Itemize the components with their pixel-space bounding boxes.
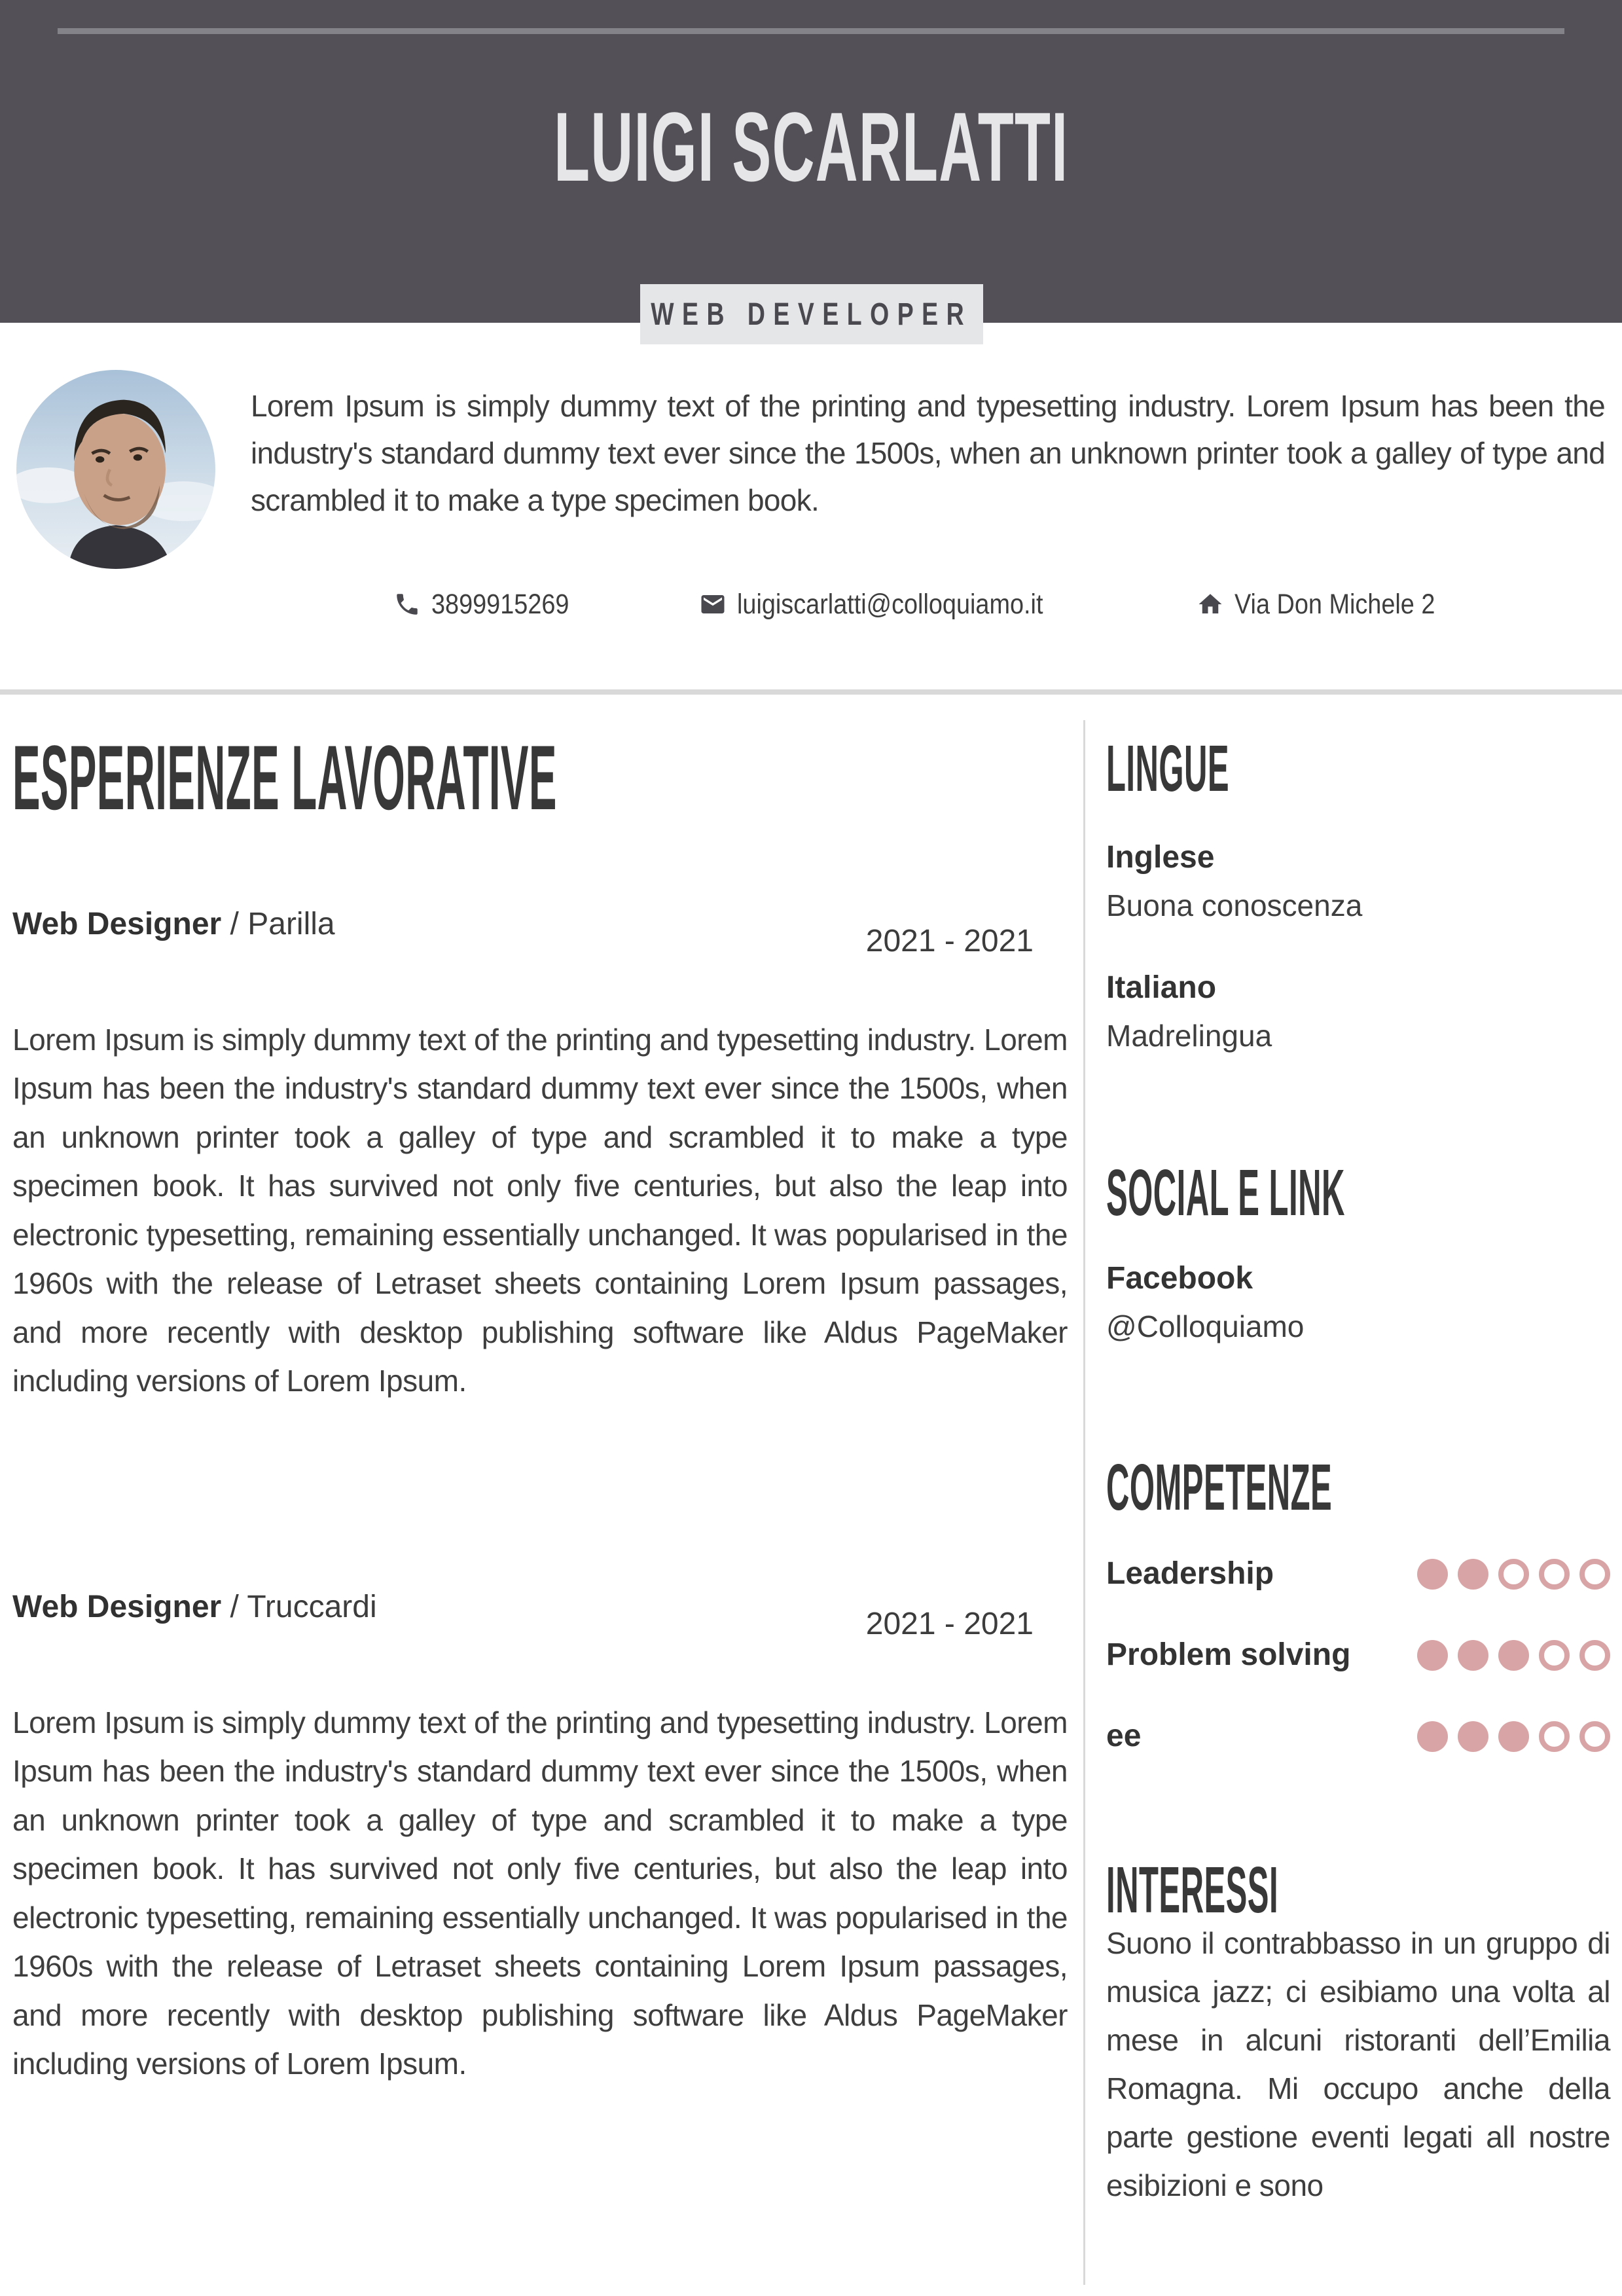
skill-dot-filled bbox=[1458, 1640, 1488, 1671]
job-title: Web Designer / Parilla bbox=[12, 907, 335, 941]
language-level: Buona conoscenza bbox=[1106, 888, 1363, 922]
page-title bbox=[0, 93, 1622, 201]
language-level: Madrelingua bbox=[1106, 1019, 1272, 1053]
social-handle: @Colloquiamo bbox=[1106, 1309, 1305, 1343]
language-item bbox=[1106, 969, 1610, 1055]
profile-photo-graphic bbox=[16, 370, 215, 569]
experience-column bbox=[12, 720, 1068, 2226]
section-divider bbox=[0, 689, 1622, 695]
social-network: Facebook bbox=[1106, 1261, 1253, 1296]
job-entry bbox=[12, 1588, 1068, 2088]
skill-dot-filled bbox=[1458, 1559, 1488, 1590]
skill-dot-filled bbox=[1417, 1640, 1448, 1671]
envelope-icon bbox=[699, 591, 727, 618]
skill-row bbox=[1106, 1635, 1610, 1675]
sidebar bbox=[1106, 720, 1610, 2296]
intro-summary: Lorem Ipsum is simply dummy text of the printing and typesetting industry. Lorem Ipsum has been the industry's standard dummy text ever since the 1500s, when an unknown printer took a galley of type and scrambled it to make a type specimen book. bbox=[251, 389, 1605, 517]
skill-rating bbox=[1417, 1640, 1610, 1671]
role-badge-label: WEB DEVELOPER bbox=[651, 297, 973, 332]
skill-dot-empty bbox=[1539, 1640, 1570, 1671]
home-icon bbox=[1197, 591, 1224, 618]
skill-dot-filled bbox=[1417, 1559, 1448, 1590]
job-period: 2021 - 2021 bbox=[865, 924, 1034, 958]
job-entry bbox=[12, 905, 1068, 1406]
profile-photo bbox=[16, 370, 215, 569]
skill-name: Problem solving bbox=[1106, 1637, 1351, 1672]
job-description: Lorem Ipsum is simply dummy text of the printing and typesetting industry. Lorem Ipsum has been the industry's standard dummy text ever since the 1500s, when an unknown printer took a galley of type and scrambled it to make a type specimen book. It has survived not only five centuries, but also the leap into electronic typesetting, remaining essentially unchanged. It was popularised in the 1960s with the release of Letraset sheets containing Lorem Ipsum passages, and more recently with desktop publishing software like Aldus PageMaker including versions of Lorem Ipsum. bbox=[12, 1705, 1068, 2081]
skill-dot-filled bbox=[1498, 1640, 1529, 1671]
job-header bbox=[12, 1588, 1068, 1643]
skill-dot-filled bbox=[1417, 1721, 1448, 1752]
skill-row bbox=[1106, 1717, 1610, 1756]
phone-icon bbox=[393, 591, 421, 618]
contact-value: Via Don Michele 2 bbox=[1234, 588, 1435, 620]
skill-dot-filled bbox=[1458, 1721, 1488, 1752]
contact-value: luigiscarlatti@colloquiamo.it bbox=[737, 588, 1043, 620]
skill-rating bbox=[1417, 1559, 1610, 1590]
skill-dot-empty bbox=[1539, 1559, 1570, 1590]
skill-name: Leadership bbox=[1106, 1556, 1274, 1591]
job-company: Truccardi bbox=[247, 1590, 377, 1624]
social-heading: SOCIAL E LINK bbox=[1106, 1156, 1345, 1230]
skill-dot-empty bbox=[1539, 1721, 1570, 1752]
skill-dot-empty bbox=[1498, 1559, 1529, 1590]
job-title: Web Designer / Truccardi bbox=[12, 1590, 377, 1624]
role-badge bbox=[640, 284, 983, 344]
contact-item bbox=[699, 589, 1085, 621]
skill-dot-filled bbox=[1498, 1721, 1529, 1752]
header-band bbox=[0, 0, 1622, 323]
candidate-name: LUIGI SCARLATTI bbox=[553, 92, 1069, 202]
social-item bbox=[1106, 1260, 1610, 1345]
skill-name: ee bbox=[1106, 1719, 1142, 1753]
contact-row bbox=[251, 585, 1605, 623]
skills-heading: COMPETENZE bbox=[1106, 1451, 1333, 1524]
language-item bbox=[1106, 839, 1610, 924]
contact-item bbox=[393, 589, 588, 621]
skill-dot-empty bbox=[1579, 1640, 1610, 1671]
interests-heading: INTERESSI bbox=[1106, 1853, 1279, 1927]
header-rule bbox=[58, 28, 1564, 34]
experience-heading: ESPERIENZE LAVORATIVE bbox=[12, 726, 557, 829]
contact-item bbox=[1197, 589, 1462, 621]
job-period: 2021 - 2021 bbox=[865, 1607, 1034, 1641]
language-name: Inglese bbox=[1106, 840, 1215, 875]
languages-heading: LINGUE bbox=[1106, 732, 1230, 805]
skill-dot-empty bbox=[1579, 1559, 1610, 1590]
language-name: Italiano bbox=[1106, 970, 1217, 1005]
column-divider bbox=[1083, 720, 1085, 2285]
skill-row bbox=[1106, 1554, 1610, 1594]
job-description: Lorem Ipsum is simply dummy text of the printing and typesetting industry. Lorem Ipsum has been the industry's standard dummy text ever since the 1500s, when an unknown printer took a galley of type and scrambled it to make a type specimen book. It has survived not only five centuries, but also the leap into electronic typesetting, remaining essentially unchanged. It was popularised in the 1960s with the release of Letraset sheets containing Lorem Ipsum passages, and more recently with desktop publishing software like Aldus PageMaker including versions of Lorem Ipsum. bbox=[12, 1022, 1068, 1398]
job-company: Parilla bbox=[247, 907, 335, 941]
skill-rating bbox=[1417, 1721, 1610, 1752]
job-header bbox=[12, 905, 1068, 960]
interests-text: Suono il contrabbasso in un gruppo di musica jazz; ci esibiamo una volta al mese in alcuni ristoranti dell’Emilia Romagna. Mi occupo anche della parte gestione eventi legati all nostre esibizioni e sono bbox=[1106, 1926, 1610, 2202]
skill-dot-empty bbox=[1579, 1721, 1610, 1752]
contact-value: 3899915269 bbox=[431, 588, 569, 620]
